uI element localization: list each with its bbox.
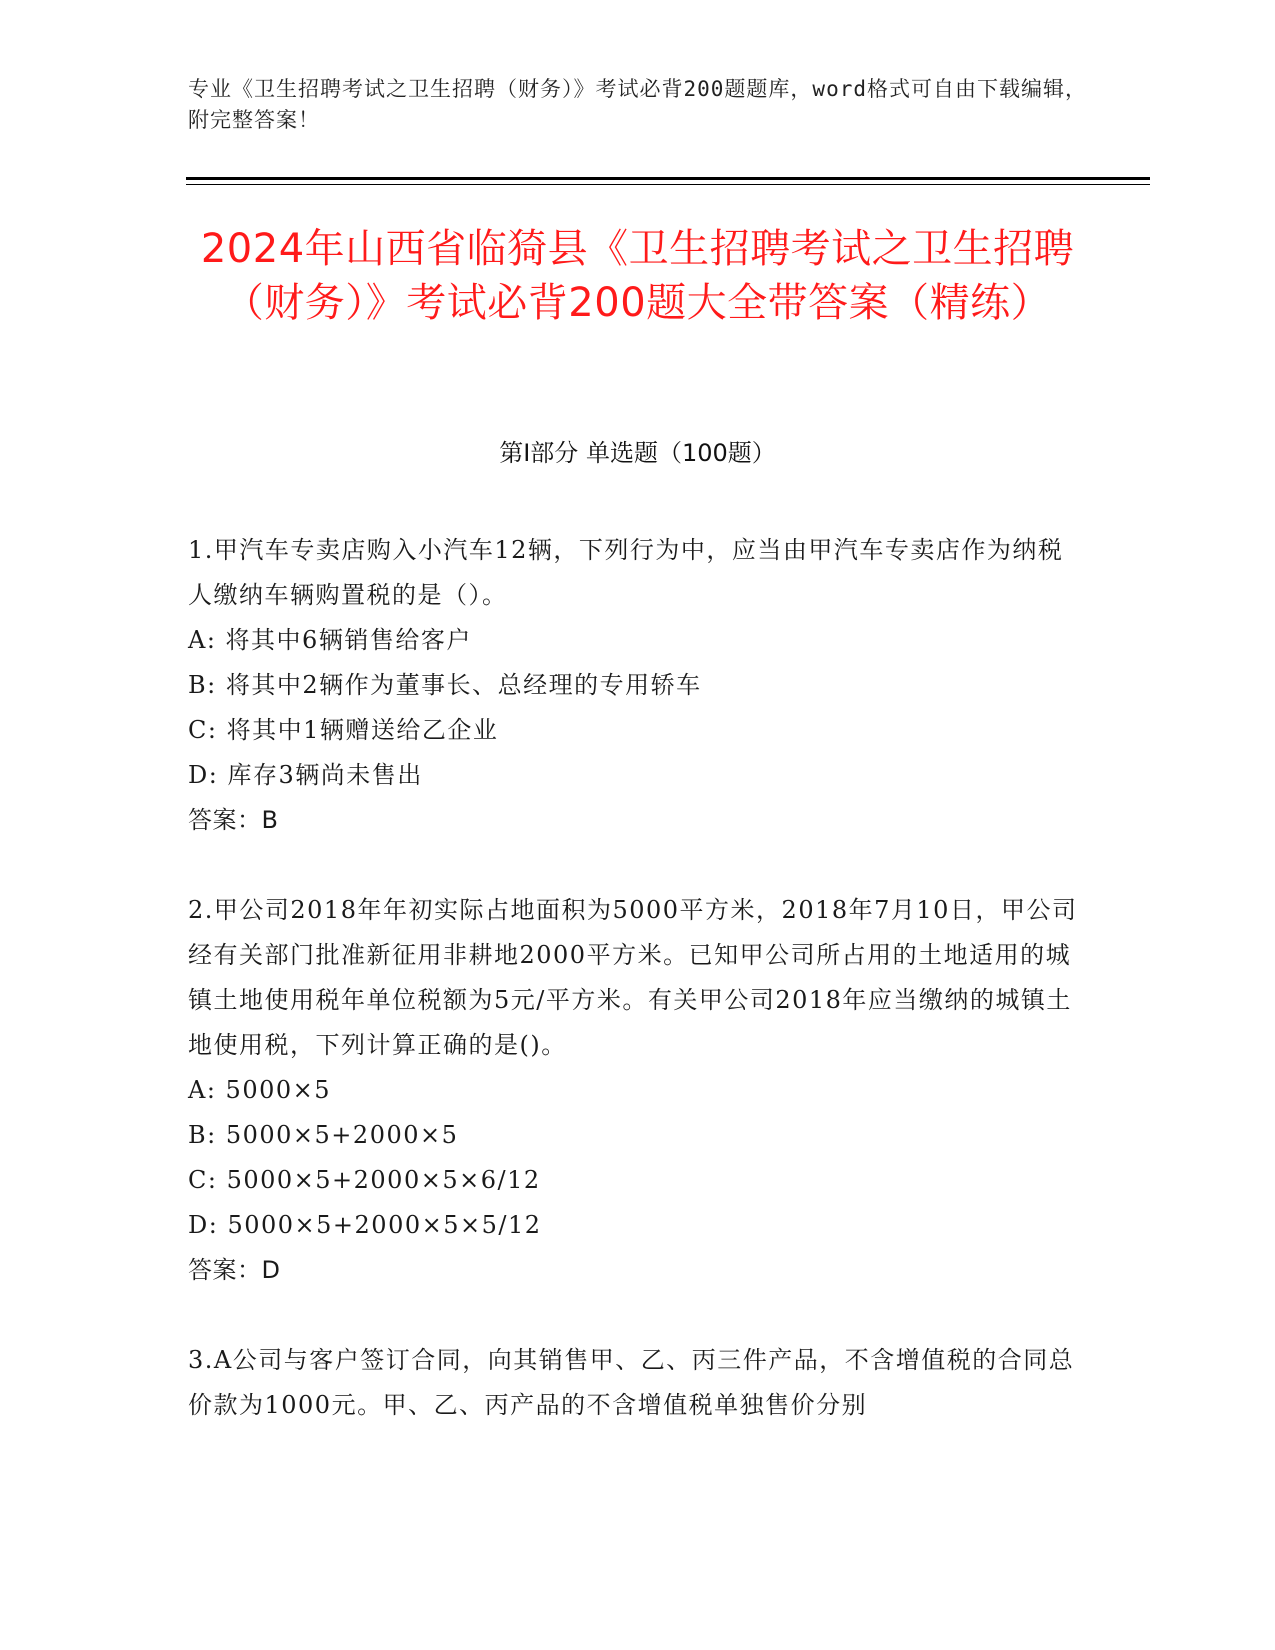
option-c: C: 将其中1辆赠送给乙企业 <box>188 716 499 744</box>
answer-line: 答案：B <box>188 806 279 834</box>
header-divider-thick <box>186 177 1150 180</box>
option-a: A: 将其中6辆销售给客户 <box>188 626 472 654</box>
option-c: C: 5000×5+2000×5×6/12 <box>188 1166 541 1194</box>
question-stem: 3.A公司与客户签订合同，向其销售甲、乙、丙三件产品，不含增值税的合同总价款为1000元。甲、乙、丙产品的不含增值税单独售价分别 <box>188 1346 1075 1419</box>
header-divider-thin <box>186 184 1150 185</box>
question-stem: 1.甲汽车专卖店购入小汽车12辆，下列行为中，应当由甲汽车专卖店作为纳税人缴纳车辆购置税的是（）。 <box>188 536 1064 609</box>
question-3 <box>188 1338 1083 1428</box>
answer-line: 答案：D <box>188 1256 281 1284</box>
question-list <box>188 528 1083 1473</box>
option-d: D: 5000×5+2000×5×5/12 <box>188 1211 542 1239</box>
question-2 <box>188 888 1083 1293</box>
option-b: B: 将其中2辆作为董事长、总经理的专用轿车 <box>188 671 702 699</box>
option-b: B: 5000×5+2000×5 <box>188 1121 459 1149</box>
question-1 <box>188 528 1083 843</box>
option-a: A: 5000×5 <box>188 1076 332 1104</box>
section-title: 第Ⅰ部分 单选题（100题） <box>499 439 776 467</box>
header-note: 专业《卫生招聘考试之卫生招聘（财务）》考试必背200题题库，word格式可自由下载编辑，附完整答案！ <box>188 77 1087 132</box>
option-d: D: 库存3辆尚未售出 <box>188 761 423 789</box>
question-stem: 2.甲公司2018年年初实际占地面积为5000平方米，2018年7月10日，甲公司经有关部门批准新征用非耕地2000平方米。已知甲公司所占用的土地适用的城镇土地使用税年单位税额为5元/平方米。有关甲公司2018年应当缴纳的城镇土地使用税，下列计算正确的是()。 <box>188 896 1078 1059</box>
document-title: 2024年山西省临猗县《卫生招聘考试之卫生招聘（财务）》考试必背200题大全带答案（精练） <box>200 226 1075 326</box>
